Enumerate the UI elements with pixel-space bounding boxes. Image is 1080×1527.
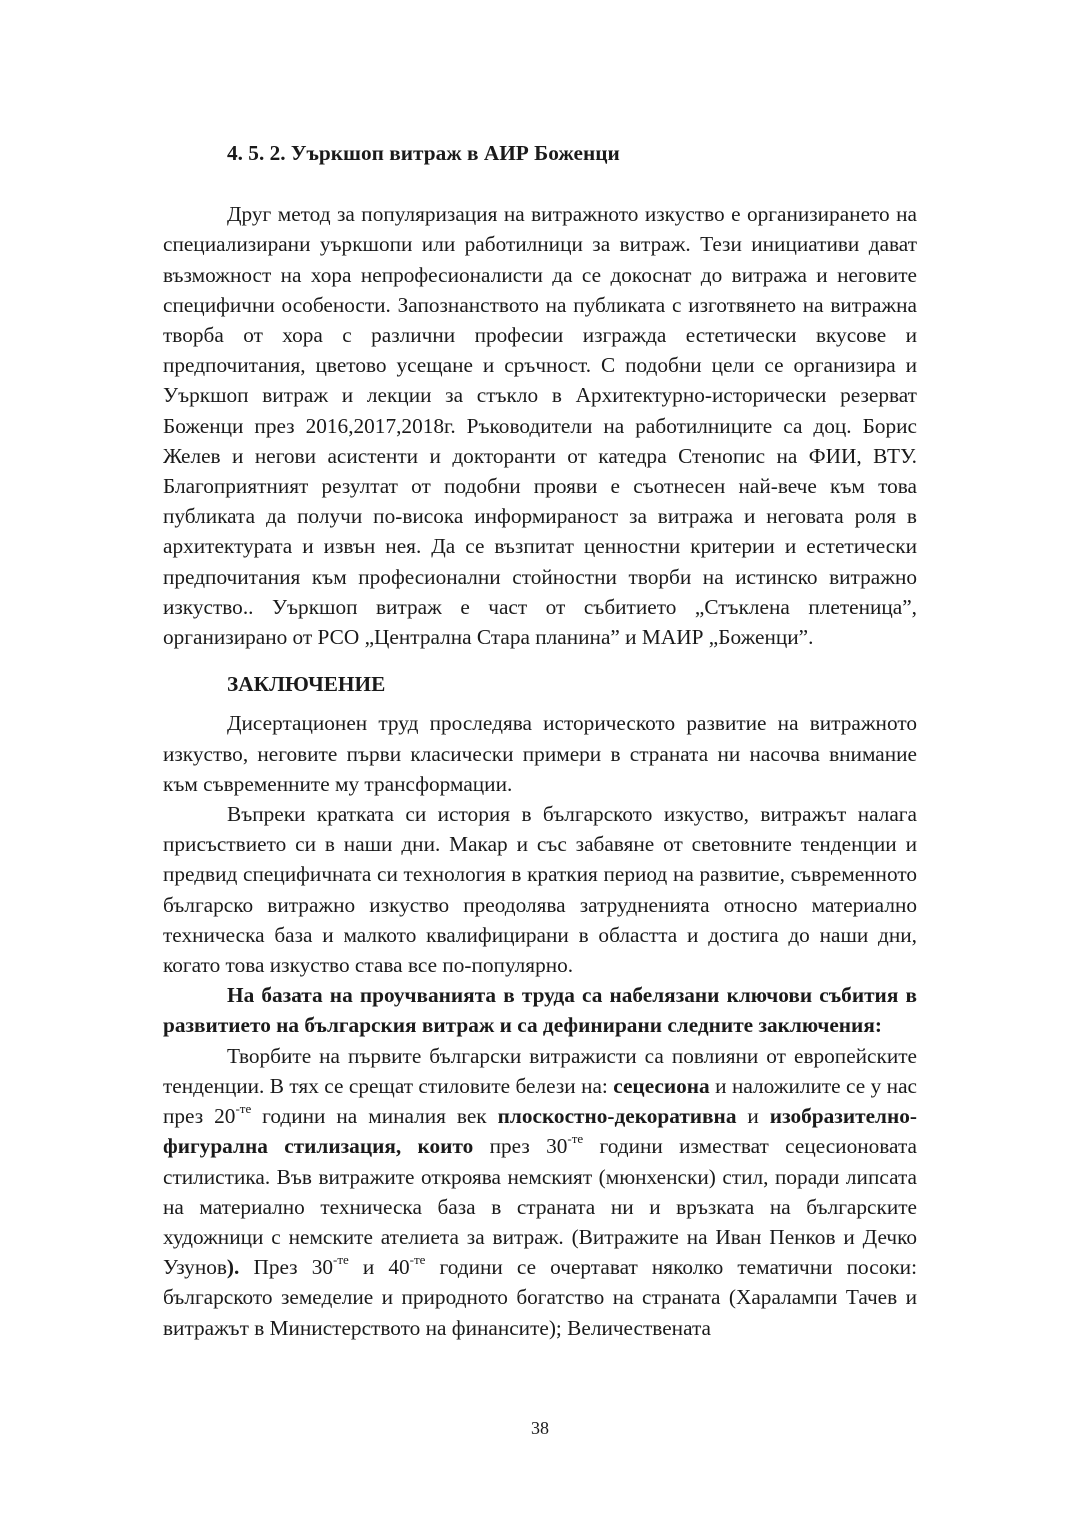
text-run: години изместват сецесионовата стилистика. Във витражите откроява немският (мюнхенски) стил, поради липсата на материално техническа база в страната ни и връзката на българските художници с немските ателиета за витраж. (Витражите на Иван Пенков и Дечко Узунов [163, 1134, 917, 1280]
bold-term: изобразително-фигурална стилизация, които [163, 1104, 917, 1159]
text-run: Творбите на първите български витражисти са повлияни от европейските тенденции. В тях се срещат стиловите белези на: [163, 1043, 917, 1098]
section-paragraph: Друг метод за популяризация на витражното изкуство е организирането на специализирани уъркшопи или работилници за витраж. Тези инициативи дават възможност на хора непрофесионалисти да се докоснат до витража и неговите специфични особености. Запознанството на публиката с изготвянето на витражна творба от хора с различни професии изгражда естетически вкусове и предпочитания, цветово усещане и сръчност. С подобни цели се организира и Уъркшоп витраж и лекции за стъкло в Архитектурно-исторически резерват Боженци през 2016,2017,2018г. Ръководители на работилниците са доц. Борис Желев и негови асистенти и докторанти от катедра Стенопис на ФИИ, ВТУ. Благоприятният резултат от подобни прояви е съотнесен най-вече към това публиката да получи по-висока информираност за витража и неговата роля в архитектурата и извън нея. Да се възпитат ценностни критерии и естетически предпочитания към професионални стойностни творби на истинско витражно изкуство.. Уъркшоп витраж е част от събитието „Стъклена плетеница”, организирано от РСО „Централна Стара планина” и МАИР „Боженци”. [163, 202, 917, 650]
page-number: 38 [531, 1418, 549, 1438]
text-run: През 30 [239, 1255, 333, 1280]
conclusion-key-findings: На базата на проучванията в труда са набелязани ключови събития в развитието на българския витраж и са дефинирани следните заключения: [163, 983, 917, 1038]
document-page [163, 138, 917, 1343]
text-run: и наложилите се у нас през 20 [163, 1073, 917, 1129]
superscript: -те [409, 1252, 426, 1268]
conclusion-heading: ЗАКЛЮЧЕНИЕ [227, 672, 386, 697]
conclusion-paragraph-2: Въпреки кратката си история в българското изкуство, витражът налага присъствието си в наши дни. Макар и със забавяне от световните тенденции и предвид специфичната си технология в краткия период на развитие, съвременното българско витражно изкуство преодолява затрудненията относно материално техническа база и малкото квалифицирани в областта и достига до наши дни, когато това изкуство става все по-популярно. [163, 802, 917, 978]
text-run: години на миналия век [251, 1104, 498, 1129]
bold-term: ). [226, 1255, 240, 1280]
text-run: и [736, 1104, 770, 1129]
section-heading: 4. 5. 2. Уъркшоп витраж в АИР Боженци [227, 141, 620, 165]
text-run: и 40 [348, 1255, 410, 1280]
bold-term: сецесиона [613, 1073, 710, 1098]
conclusion-paragraph-4 [163, 1041, 917, 1343]
text-run: години се очертават няколко тематични посоки: българското земеделие и природното богатство на страната (Харалампи Тачев и витражът в Министерството на финансите); Величествената [163, 1255, 917, 1340]
superscript: -те [235, 1101, 252, 1116]
superscript: -те [567, 1131, 584, 1147]
conclusion-paragraph-1: Дисертационен труд проследява историческото развитие на витражното изкуство, неговите първи класически примери в страната ни насочва внимание към съвременните му трансформации. [163, 711, 917, 796]
bold-term: плоскостно-декоративна [497, 1104, 737, 1129]
text-run: през 30 [473, 1134, 568, 1159]
superscript: -те [333, 1252, 349, 1268]
